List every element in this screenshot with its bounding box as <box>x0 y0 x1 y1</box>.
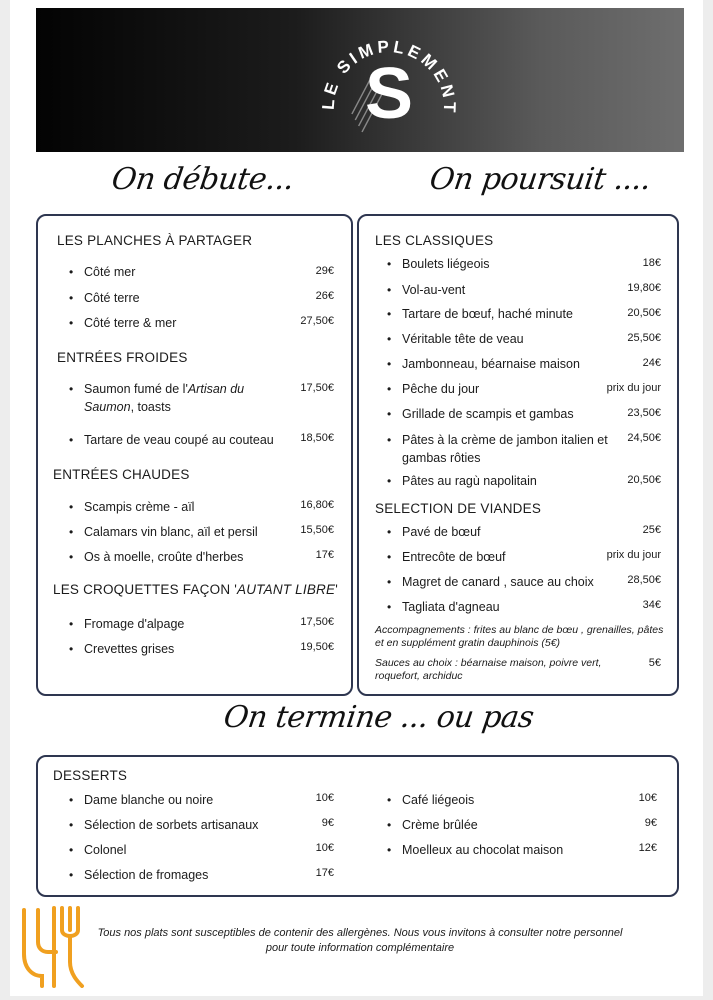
heading-starters: On débute... <box>109 162 296 197</box>
list-item: • Sélection de sorbets artisanaux <box>69 818 259 832</box>
item-price: 10€ <box>638 792 657 804</box>
section-title-classics: LES CLASSIQUES <box>375 233 494 248</box>
item-price: 10€ <box>315 792 334 804</box>
section-title-boards: LES PLANCHES À PARTAGER <box>57 233 253 248</box>
list-item: • Dame blanche ou noire <box>69 793 214 807</box>
list-item: • Vol-au-vent <box>387 283 466 297</box>
item-price: 18€ <box>642 257 661 269</box>
list-item: • Magret de canard , sauce au choix <box>387 575 594 589</box>
list-item: • Sélection de fromages <box>69 868 209 882</box>
list-item: • Moelleux au chocolat maison <box>387 843 564 857</box>
list-item: • Scampis crème - aïl <box>69 500 195 514</box>
item-price: 17€ <box>315 867 334 879</box>
list-item: • Pâtes au ragù napolitain <box>387 474 537 488</box>
accompaniments-note: Accompagnements : frites au blanc de bœu , grenailles, pâtes et en supplément gratin dauphinois (5€) <box>375 624 664 649</box>
list-item: • Pêche du jour <box>387 382 480 396</box>
list-item: • Os à moelle, croûte d'herbes <box>69 550 244 564</box>
item-price: 12€ <box>638 842 657 854</box>
list-item: • Véritable tête de veau <box>387 332 524 346</box>
list-item: • Jambonneau, béarnaise maison <box>387 357 580 371</box>
list-item: • Calamars vin blanc, aïl et persil <box>69 525 258 539</box>
item-price: 19,80€ <box>627 282 661 294</box>
list-item: • Pâtes à la crème de jambon italien et gambas rôties <box>387 433 608 465</box>
section-title-cold-starters: ENTRÉES FROIDES <box>57 350 188 365</box>
list-item: • Crevettes grises <box>69 642 175 656</box>
heading-mains: On poursuit .... <box>427 162 653 197</box>
list-item: • Crème brûlée <box>387 818 478 832</box>
list-item: • Côté terre <box>69 291 140 305</box>
item-price: 26€ <box>315 290 334 302</box>
header-banner <box>36 8 684 152</box>
section-title-meats: SELECTION DE VIANDES <box>375 501 542 516</box>
item-price: 18,50€ <box>300 432 334 444</box>
list-item: • Grillade de scampis et gambas <box>387 407 574 421</box>
section-title-desserts: DESSERTS <box>53 768 128 783</box>
list-item: • Pavé de bœuf <box>387 525 481 539</box>
item-price: 16,80€ <box>300 499 334 511</box>
list-item: • Colonel <box>69 843 127 857</box>
item-price: 17,50€ <box>300 616 334 628</box>
list-item: • Côté mer <box>69 265 136 279</box>
list-item: • Tagliata d'agneau <box>387 600 500 614</box>
list-item: • Café liégeois <box>387 793 475 807</box>
list-item: • Saumon fumé de l'Artisan du Saumon, toasts <box>69 382 245 414</box>
item-price: 20,50€ <box>627 474 661 486</box>
list-item: • Tartare de veau coupé au couteau <box>69 433 274 447</box>
item-price: prix du jour <box>606 382 661 394</box>
item-price: 28,50€ <box>627 574 661 586</box>
item-price: 9€ <box>644 817 657 829</box>
list-item: • Tartare de bœuf, haché minute <box>387 307 573 321</box>
list-item: • Côté terre & mer <box>69 316 177 330</box>
sauces-note: Sauces au choix : béarnaise maison, poivre vert, roquefort, archiduc <box>375 657 602 682</box>
logo-arc-text: LE SIMPLEMENT <box>318 36 460 117</box>
item-price: 27,50€ <box>300 315 334 327</box>
item-price: 15,50€ <box>300 524 334 536</box>
heading-desserts: On termine ... ou pas <box>221 700 536 735</box>
section-title-hot-starters: ENTRÉES CHAUDES <box>53 467 190 482</box>
item-price: 24,50€ <box>627 432 661 444</box>
item-price: 34€ <box>642 599 661 611</box>
item-price: 25,50€ <box>627 332 661 344</box>
item-price: prix du jour <box>606 549 661 561</box>
item-price: 23,50€ <box>627 407 661 419</box>
logo-letter: S <box>364 54 414 134</box>
item-price: 24€ <box>642 357 661 369</box>
item-price: 10€ <box>315 842 334 854</box>
item-price: 17,50€ <box>300 382 334 394</box>
item-price: 19,50€ <box>300 641 334 653</box>
restaurant-logo <box>314 22 464 142</box>
list-item: • Entrecôte de bœuf <box>387 550 506 564</box>
item-price: 17€ <box>315 549 334 561</box>
list-item: • Boulets liégeois <box>387 257 490 271</box>
item-price: 29€ <box>315 265 334 277</box>
sauces-price: 5€ <box>648 657 661 669</box>
item-price: 20,50€ <box>627 307 661 319</box>
list-item: • Fromage d'alpage <box>69 617 185 631</box>
item-price: 9€ <box>321 817 334 829</box>
allergen-notice: Tous nos plats sont susceptibles de contenir des allergènes. Nous vous invitons à consulter notre personnel pour toute information complémentaire <box>97 927 623 954</box>
section-title-croquettes: LES CROQUETTES FAÇON 'AUTANT LIBRE' <box>53 582 338 597</box>
item-price: 25€ <box>642 524 661 536</box>
